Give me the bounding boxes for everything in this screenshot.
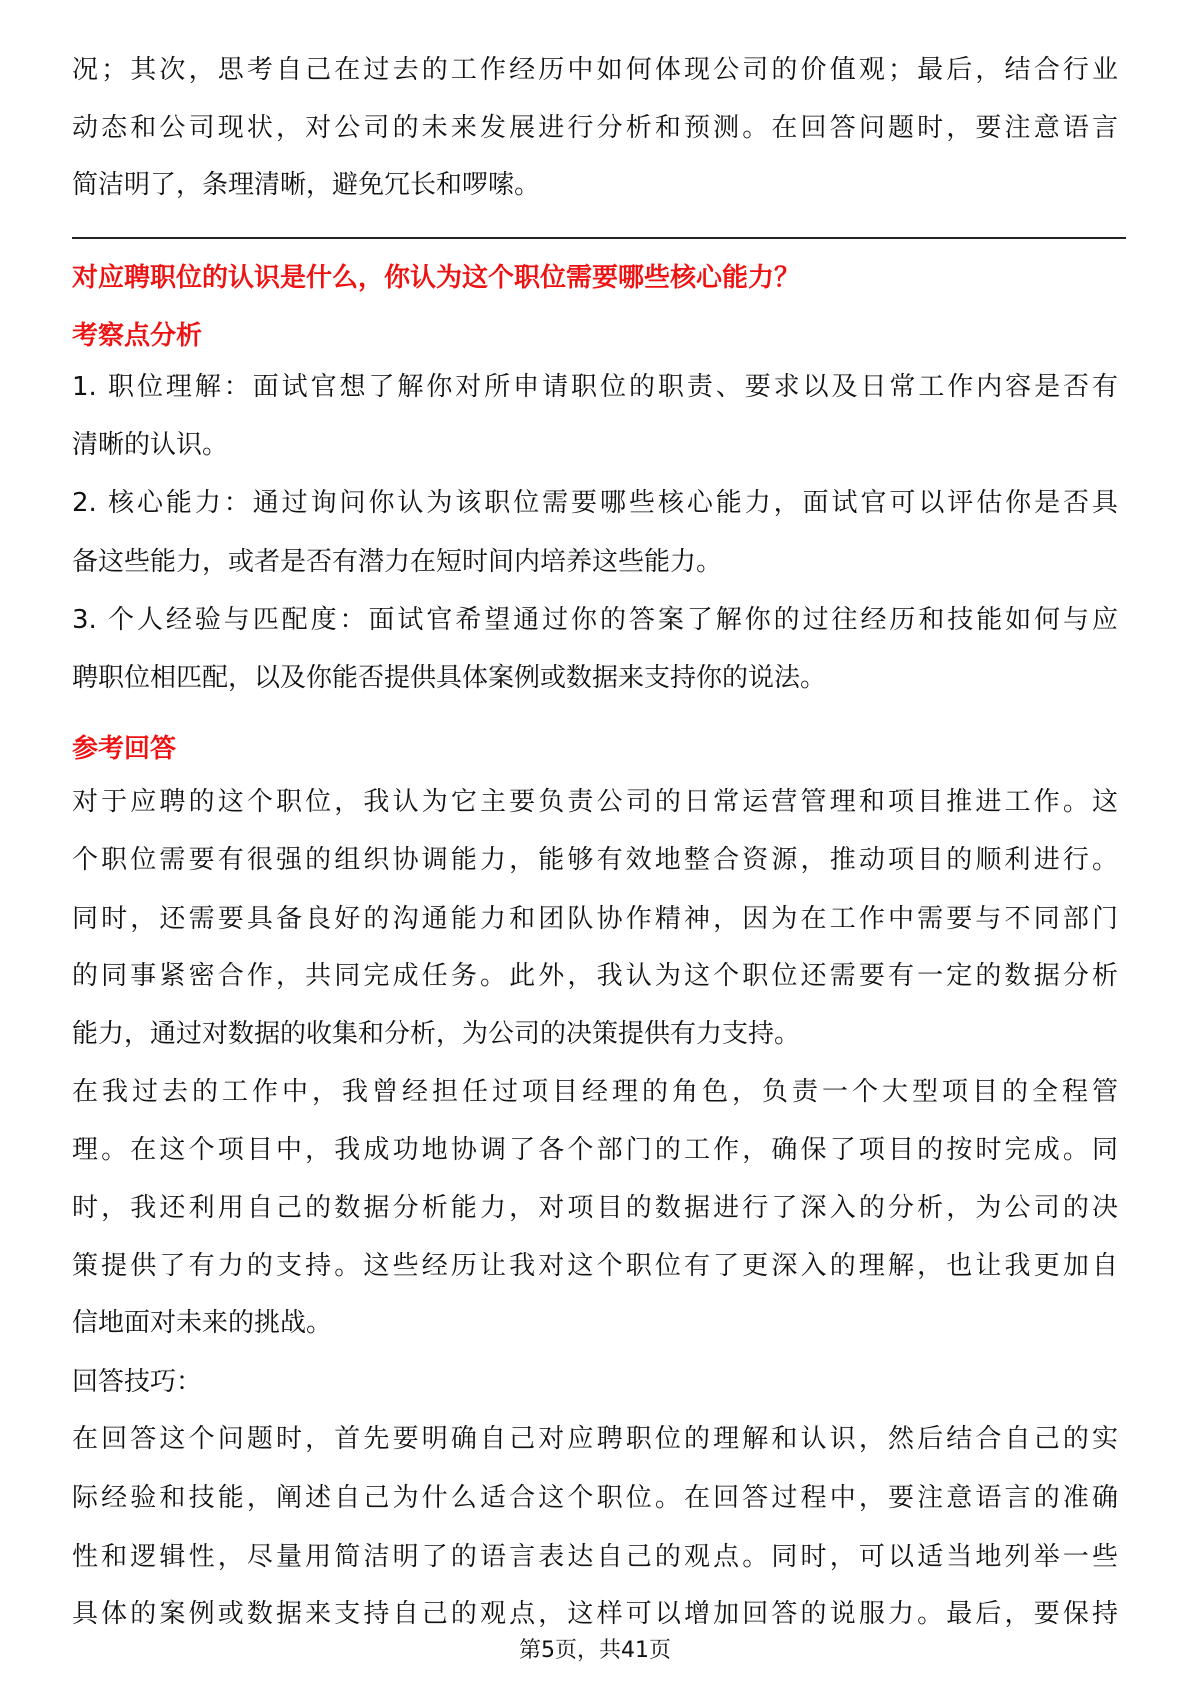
answer-line: 同时，还需要具备良好的沟通能力和团队协作精神，因为在工作中需要与不同部门 <box>72 904 1118 934</box>
paragraph-line: 动态和公司现状，对公司的未来发展进行分析和预测。在回答问题时，要注意语言 <box>72 113 1118 143</box>
answer-line: 对于应聘的这个职位，我认为它主要负责公司的日常运营管理和项目推进工作。这 <box>72 787 1118 817</box>
answer-line: 在我过去的工作中，我曾经担任过项目经理的角色，负责一个大型项目的全程管 <box>72 1077 1118 1107</box>
paragraph-line: 况；其次，思考自己在过去的工作经历中如何体现公司的价值观；最后，结合行业 <box>72 55 1118 85</box>
analysis-line: 清晰的认识。 <box>72 430 229 460</box>
analysis-line: 3. 个人经验与匹配度：面试官希望通过你的答案了解你的过往经历和技能如何与应 <box>72 605 1118 635</box>
answer-line: 能力，通过对数据的收集和分析，为公司的决策提供有力支持。 <box>72 1019 801 1049</box>
analysis-heading: 考察点分析 <box>72 321 203 351</box>
analysis-line: 聘职位相匹配，以及你能否提供具体案例或数据来支持你的说法。 <box>72 663 827 693</box>
answer-heading: 参考回答 <box>72 734 177 764</box>
answer-line: 信地面对未来的挑战。 <box>72 1308 333 1338</box>
answer-line: 策提供了有力的支持。这些经历让我对这个职位有了更深入的理解，也让我更加自 <box>72 1251 1118 1281</box>
page-number: 第5页，共41页 <box>519 1638 671 1663</box>
analysis-line: 2. 核心能力：通过询问你认为该职位需要哪些核心能力，面试官可以评估你是否具 <box>72 488 1118 518</box>
question-title: 对应聘职位的认识是什么，你认为这个职位需要哪些核心能力？ <box>72 263 801 293</box>
analysis-line: 备这些能力，或者是否有潜力在短时间内培养这些能力。 <box>72 547 723 577</box>
answer-line: 理。在这个项目中，我成功地协调了各个部门的工作，确保了项目的按时完成。同 <box>72 1135 1118 1165</box>
analysis-line: 1. 职位理解：面试官想了解你对所申请职位的职责、要求以及日常工作内容是否有 <box>72 372 1118 402</box>
paragraph-line: 简洁明了，条理清晰，避免冗长和啰嗦。 <box>72 170 541 200</box>
tips-line: 性和逻辑性，尽量用简洁明了的语言表达自己的观点。同时，可以适当地列举一些 <box>72 1542 1118 1572</box>
answer-line: 的同事紧密合作，共同完成任务。此外，我认为这个职位还需要有一定的数据分析 <box>72 961 1118 991</box>
answer-line: 个职位需要有很强的组织协调能力，能够有效地整合资源，推动项目的顺利进行。 <box>72 845 1118 875</box>
answer-line: 时，我还利用自己的数据分析能力，对项目的数据进行了深入的分析，为公司的决 <box>72 1193 1118 1223</box>
section-divider <box>72 237 1126 239</box>
tips-line: 际经验和技能，阐述自己为什么适合这个职位。在回答过程中，要注意语言的准确 <box>72 1483 1118 1513</box>
tips-line: 具体的案例或数据来支持自己的观点，这样可以增加回答的说服力。最后，要保持 <box>72 1599 1118 1629</box>
tips-line: 在回答这个问题时，首先要明确自己对应聘职位的理解和认识，然后结合自己的实 <box>72 1424 1118 1454</box>
tips-heading: 回答技巧： <box>72 1367 203 1397</box>
